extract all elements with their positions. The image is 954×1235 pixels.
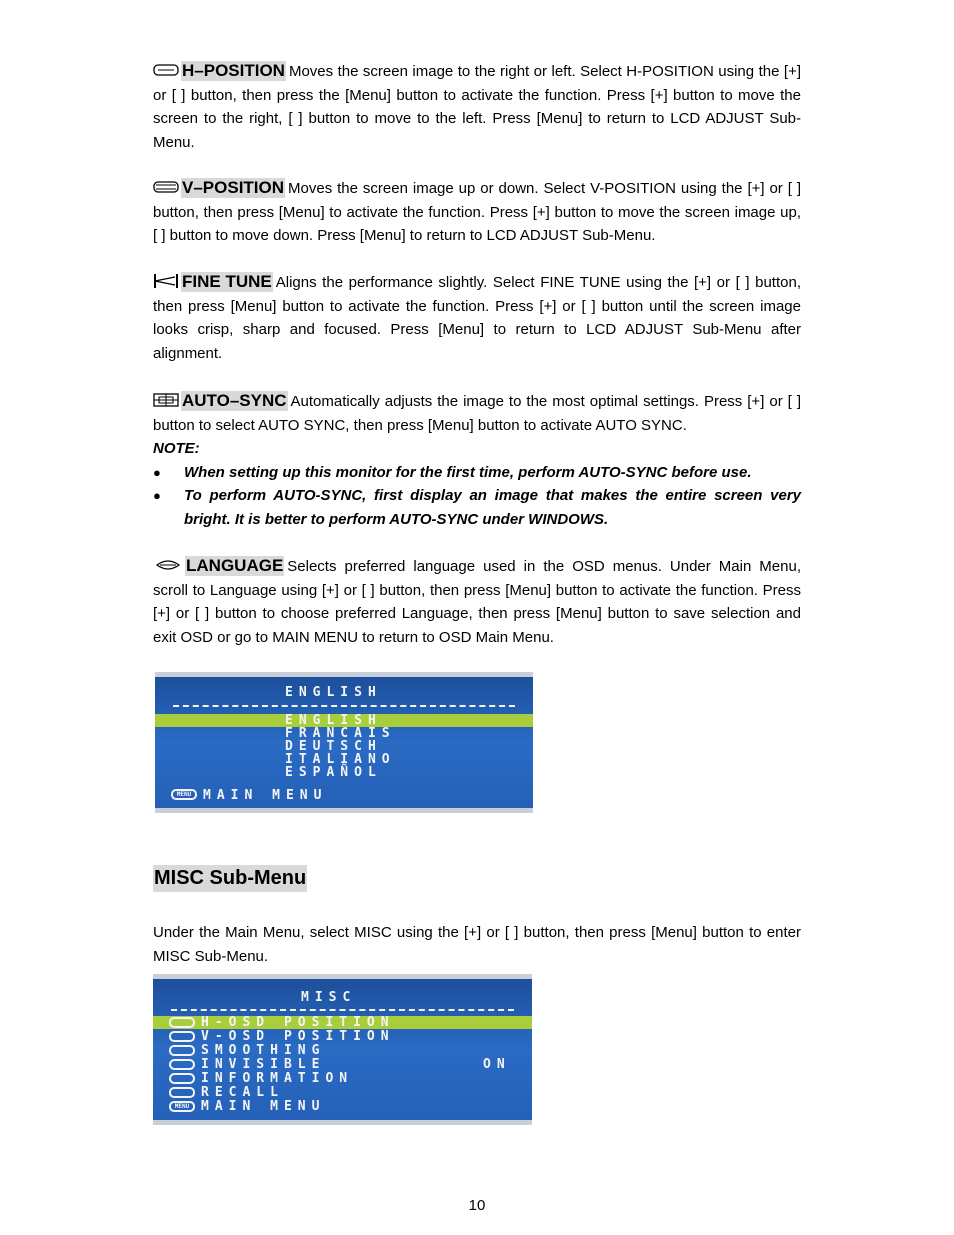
osd-item[interactable]: INFORMATION [201, 1071, 354, 1086]
recall-icon [169, 1087, 195, 1098]
osd-item[interactable]: FRANCAIS [285, 726, 396, 741]
v-osd-position-icon [169, 1031, 195, 1042]
osd-divider [171, 1009, 514, 1011]
osd-divider [173, 705, 515, 707]
note-list [153, 461, 801, 532]
h-position-section [153, 60, 801, 154]
osd-item[interactable]: V-OSD POSITION [201, 1029, 395, 1044]
invisible-value: ON [483, 1057, 511, 1072]
fine-tune-icon [153, 274, 179, 288]
language-section [153, 555, 801, 649]
information-icon [169, 1073, 195, 1084]
h-position-icon [153, 63, 179, 77]
osd-item[interactable]: ITALIANO [285, 752, 396, 767]
language-icon [153, 558, 183, 572]
menu-icon: MENU [169, 1101, 195, 1112]
osd-footer[interactable]: MAIN MENU [201, 1099, 326, 1114]
note-label: NOTE: [153, 440, 200, 457]
fine-tune-term: FINE TUNE [182, 272, 272, 291]
fine-tune-section [153, 271, 801, 365]
menu-icon: MENU [171, 789, 197, 800]
osd-title: MISC [301, 990, 357, 1005]
h-position-term: H–POSITION [182, 61, 285, 80]
h-osd-position-icon [169, 1017, 195, 1028]
language-osd-screen [155, 672, 533, 813]
invisible-icon [169, 1059, 195, 1070]
language-term: LANGUAGE [186, 556, 284, 575]
auto-sync-term: AUTO–SYNC [182, 391, 287, 410]
v-position-icon [153, 180, 179, 194]
v-position-section [153, 177, 801, 248]
osd-footer[interactable]: MAIN MENU [203, 788, 328, 803]
osd-title: ENGLISH [285, 685, 382, 700]
note-bullet: ● To perform AUTO-SYNC, first display an image that makes the entire screen very bright. It is better to perform AUTO-SYNC under WINDOWS. [153, 484, 801, 531]
misc-osd-screen [153, 974, 532, 1125]
note-bullet: ● When setting up this monitor for the first time, perform AUTO-SYNC before use. [153, 461, 801, 485]
osd-item-selected[interactable]: H-OSD POSITION [201, 1015, 395, 1030]
page-number: 10 [468, 1197, 486, 1214]
fine-tune-text: Aligns the performance slightly. Select FINE TUNE using the [+] or [ ] button, then press [Menu] button to activate the function. Press [+] or [ ] button until the screen image looks crisp, sharp and focused. Press [Menu] to return to LCD ADJUST Sub-Menu after alignment. [153, 274, 801, 362]
osd-item[interactable]: SMOOTHING [201, 1043, 326, 1058]
misc-heading: MISC Sub-Menu [153, 865, 307, 892]
language-text: Selects preferred language used in the OSD menus. Under Main Menu, scroll to Language using [+] or [ ] button, then press [Menu] button to activate the function. Press [+] or [ ] button to choose preferred Language, then press [Menu] button to save selection and exit OSD or go to MAIN MENU to return to OSD Main Menu. [153, 558, 801, 646]
auto-sync-section [153, 390, 801, 531]
h-position-text: Moves the screen image to the right or left. Select H-POSITION using the [+] or [ ] button, then press the [Menu] button to activate the function. Press [+] button to move the screen to the right, [ ] button to move to the left. Press [Menu] to return to LCD ADJUST Sub-Menu. [153, 63, 801, 151]
osd-item-selected[interactable]: ENGLISH [155, 714, 533, 727]
osd-item[interactable]: INVISIBLE [201, 1057, 326, 1072]
v-position-text: Moves the screen image up or down. Select V-POSITION using the [+] or [ ] button, then press [Menu] to activate the function. Press [+] button to move the screen image up, [ ] button to move down. Press [Menu] to return to LCD ADJUST Sub-Menu. [153, 180, 801, 244]
osd-item[interactable]: DEUTSCH [285, 739, 382, 754]
smoothing-icon [169, 1045, 195, 1056]
osd-item[interactable]: ESPAÑOL [285, 765, 382, 780]
auto-sync-text: Automatically adjusts the image to the most optimal settings. Press [+] or [ ] button to select AUTO SYNC, then press [Menu] button to activate AUTO SYNC. [153, 393, 801, 434]
osd-item[interactable]: RECALL [201, 1085, 284, 1100]
auto-sync-icon [153, 393, 179, 407]
v-position-term: V–POSITION [182, 178, 285, 197]
misc-intro: Under the Main Menu, select MISC using the [+] or [ ] button, then press [Menu] button to enter MISC Sub-Menu. [153, 924, 801, 965]
